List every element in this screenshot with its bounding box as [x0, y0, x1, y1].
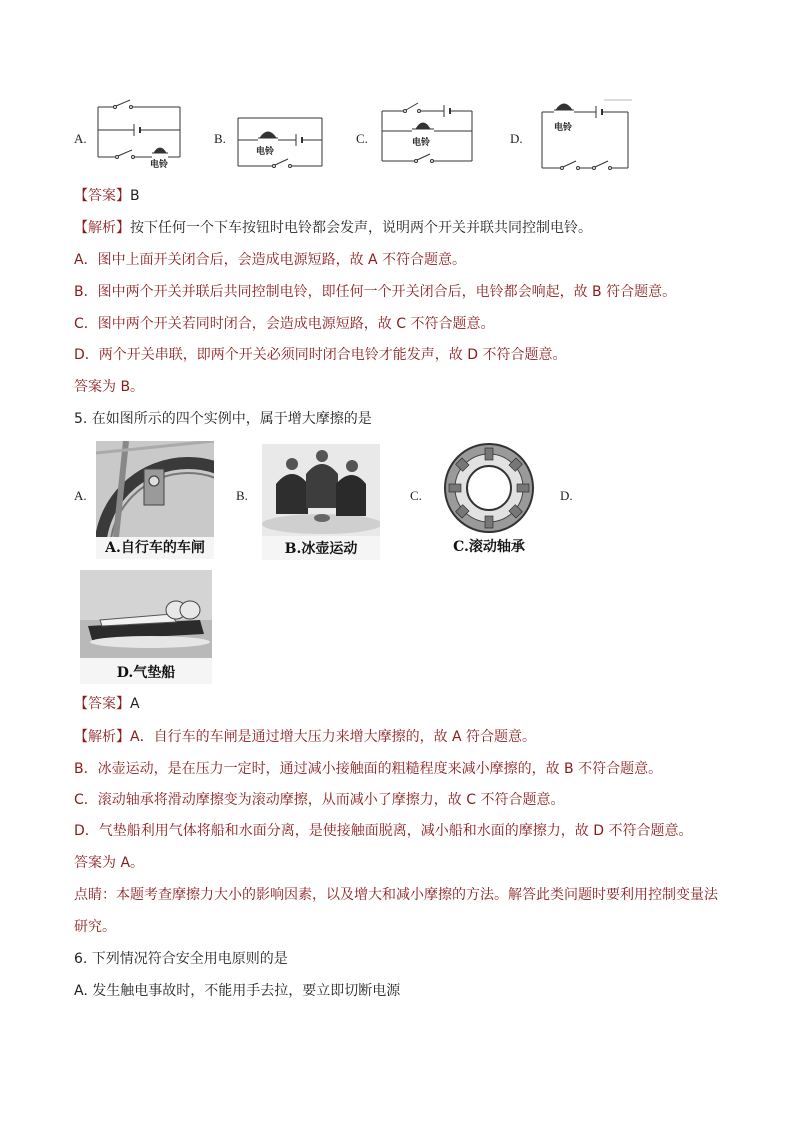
- q5-stem: 5. 在如图所示的四个实例中，属于增大摩擦的是: [74, 411, 372, 427]
- answer-tag: 【答案】: [74, 188, 130, 204]
- circuit-option-c-label: C.: [356, 131, 368, 146]
- q4-analysis-line-b: B．图中两个开关并联后共同控制电铃，即任何一个开关闭合后，电铃都会响起，故 B 符合题意。: [74, 284, 677, 300]
- caption-curling: B.冰壶运动: [284, 541, 358, 557]
- circuit-option-d-label: D.: [510, 131, 523, 146]
- circuit-option-a-label: A.: [74, 131, 87, 146]
- q5-option-c-label: C.: [410, 488, 422, 503]
- q5-answer: 【答案】A: [74, 696, 140, 712]
- q5-comment-line-2: 研究。: [74, 919, 116, 935]
- q4-analysis-line-c: C．图中两个开关若同时闭合，会造成电源短路，故 C 不符合题意。: [74, 316, 495, 332]
- q4-conclusion: 答案为 B。: [74, 379, 145, 395]
- q6-stem: 6. 下列情况符合安全用电原则的是: [74, 951, 288, 967]
- bicycle-wheel-icon: [96, 441, 214, 537]
- q5-option-b-label: B.: [236, 488, 248, 503]
- circuit-option-b-label: B.: [214, 131, 226, 146]
- q5-option-a-label: A.: [74, 488, 87, 503]
- q4-analysis-intro: 【解析】按下任何一个下车按钮时电铃都会发声，说明两个开关并联共同控制电铃。: [74, 220, 592, 236]
- circuit-diagram-a: [94, 97, 186, 171]
- caption-hovercraft: D.气垫船: [116, 665, 176, 681]
- bell-label: 电铃: [150, 160, 169, 170]
- caption-bicycle-brake: A.自行车的车闸: [105, 540, 205, 556]
- svg-text:电铃: 电铃: [412, 138, 431, 148]
- rolling-bearing-photo: [434, 442, 544, 558]
- analysis-tag: 【解析】: [74, 220, 130, 236]
- bicycle-brake-photo: [96, 441, 214, 559]
- q4-analysis-line-d: D．两个开关串联，即两个开关必须同时闭合电铃才能发声，故 D 不符合题意。: [74, 347, 567, 363]
- circuit-diagram-c: [376, 97, 476, 171]
- q5-option-d-label: D.: [560, 488, 573, 503]
- curling-players-icon: [262, 444, 380, 536]
- circuit-diagram-b: [234, 112, 326, 172]
- q4-answer: [74, 186, 140, 206]
- answer-value: B: [130, 188, 140, 204]
- bearing-icon: [434, 442, 544, 534]
- q5-analysis-line-b: B．冰壶运动，是在压力一定时，通过减小接触面的粗糙程度来减小摩擦的，故 B 不符合题意。: [74, 761, 663, 777]
- hovercraft-photo: [80, 570, 212, 684]
- curling-photo: [262, 444, 380, 560]
- svg-text:电铃: 电铃: [256, 147, 275, 157]
- q5-comment-line-1: 点睛：本题考查摩擦力大小的影响因素，以及增大和减小摩擦的方法。解答此类问题时要利用控制变量法: [74, 887, 718, 903]
- q5-analysis-intro: 【解析】A．自行车的车闸是通过增大压力来增大摩擦的，故 A 符合题意。: [74, 729, 537, 745]
- q4-analysis-line-a: A．图中上面开关闭合后，会造成电源短路，故 A 不符合题意。: [74, 252, 467, 268]
- q5-analysis-line-d: D．气垫船利用气体将船和水面分离，是使接触面脱离，减小船和水面的摩擦力，故 D 不符合题意。: [74, 823, 693, 839]
- circuit-diagram-d: [538, 96, 634, 174]
- q5-analysis-line-c: C．滚动轴承将滑动摩擦变为滚动摩擦，从而减小了摩擦力，故 C 不符合题意。: [74, 792, 565, 808]
- q5-conclusion: 答案为 A。: [74, 855, 145, 871]
- hovercraft-icon: [80, 570, 212, 658]
- caption-rolling-bearing: C.滚动轴承: [453, 539, 525, 555]
- q6-option-a: A. 发生触电事故时，不能用手去拉，要立即切断电源: [74, 983, 401, 999]
- svg-text:电铃: 电铃: [554, 123, 573, 133]
